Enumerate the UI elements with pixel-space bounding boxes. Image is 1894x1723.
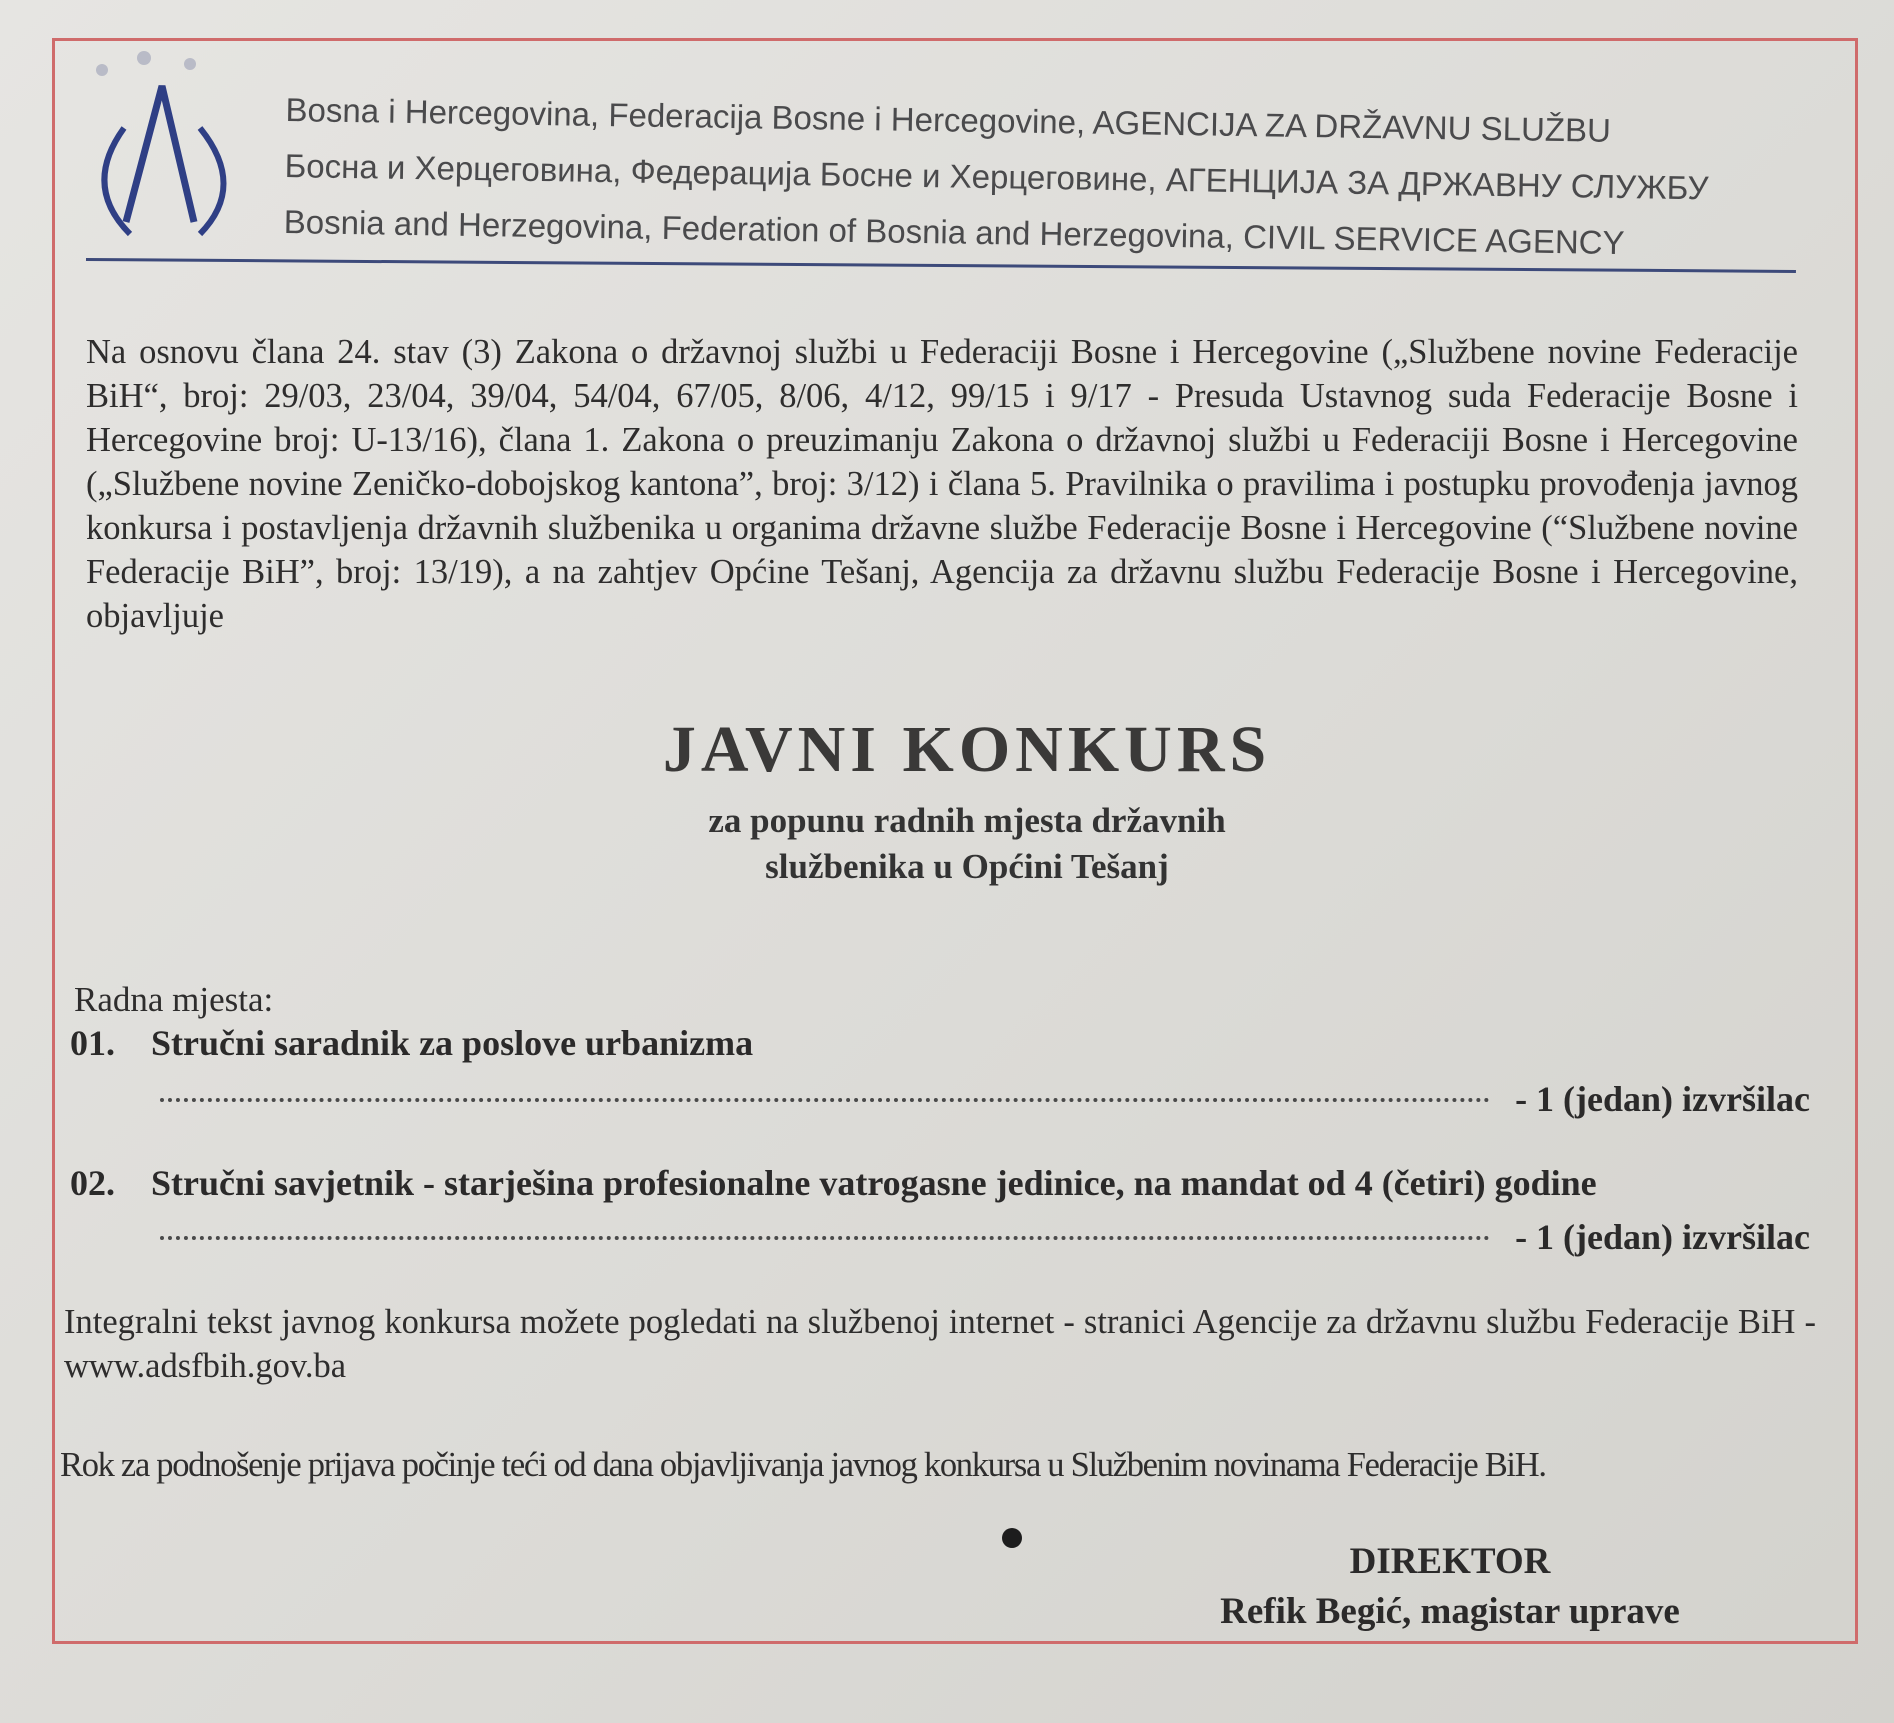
- header-line-cyrillic: Босна и Херцеговина, Федерација Босне и Херцеговине, АГЕНЦИЈА ЗА ДРЖАВНУ СЛУЖБУ: [284, 146, 1709, 207]
- notice-subtitle: [0, 798, 1894, 890]
- notice-title: JAVNI KONKURS: [662, 713, 1272, 786]
- position-number: 01.: [70, 1023, 115, 1063]
- agency-logo-icon: [82, 46, 252, 246]
- position-item-2: [70, 1162, 1597, 1204]
- position-item-1: [70, 1022, 753, 1064]
- website-note: Integralni tekst javnog konkursa možete pogledati na službenoj internet - stranici Agencije za državnu službu Federacije BiH - www.adsfbih.gov.ba: [64, 1303, 1816, 1385]
- header-line-bosnian: Bosna i Hercegovina, Federacija Bosne i Hercegovine, AGENCIJA ZA DRŽAVNU SLUŽBU: [285, 90, 1612, 149]
- agency-header: [283, 82, 1825, 274]
- ink-dot: [1002, 1528, 1022, 1548]
- position-count: - 1 (jedan) izvršilac: [1515, 1217, 1810, 1257]
- position-title: Stručni saradnik za poslove urbanizma: [151, 1023, 754, 1063]
- signature-role: DIREKTOR: [1349, 1541, 1551, 1582]
- position-count: - 1 (jedan) izvršilac: [1515, 1079, 1810, 1119]
- subtitle-line-1: za popunu radnih mjesta državnih: [708, 801, 1226, 840]
- subtitle-line-2: službenika u Općini Tešanj: [765, 847, 1169, 886]
- deadline-note: Rok za podnošenje prijava počinje teći od dana objavljivanja javnog konkursa u Službenim novinama Federacije BiH.: [60, 1446, 1546, 1484]
- position-title: Stručni savjetnik - starješina profesionalne vatrogasne jedinice, na mandat od 4 (četiri) godine: [151, 1163, 1597, 1203]
- position-number: 02.: [70, 1163, 115, 1203]
- positions-label: Radna mjesta:: [74, 980, 274, 1019]
- intro-paragraph: Na osnovu člana 24. stav (3) Zakona o državnoj službi u Federaciji Bosne i Hercegovine („Službene novine Federacije BiH“, broj: 29/03, 23/04, 39/04, 54/04, 67/05, 8/06, 4/12, 99/15 i 9/17 - Presuda Ustavnog suda Federacije Bosne i Hercegovine broj: U-13/16), člana 1. Zakona o preuzimanju Zakona o državnoj službi u Federaciji Bosne i Hercegovine („Službene novine Zeničko-dobojskog kantona”, broj: 3/12) i člana 5. Pravilnika o pravilima i postupku provođenja javnog konkursa i postavljenja državnih službenika u organima državne službe Federacije Bosne i Hercegovine (“Službene novine Federacije BiH”, broj: 13/19), a na zahtjev Općine Tešanj, Agencija za državnu službu Federacije Bosne i Hercegovine, objavljuje: [86, 333, 1798, 635]
- header-line-english: Bosnia and Herzegovina, Federation of Bosnia and Herzegovina, CIVIL SERVICE AGENCY: [283, 202, 1625, 262]
- dotted-leader: [160, 1236, 1490, 1240]
- dotted-leader: [160, 1098, 1490, 1102]
- signature-name: Refik Begić, magistar uprave: [1220, 1591, 1680, 1632]
